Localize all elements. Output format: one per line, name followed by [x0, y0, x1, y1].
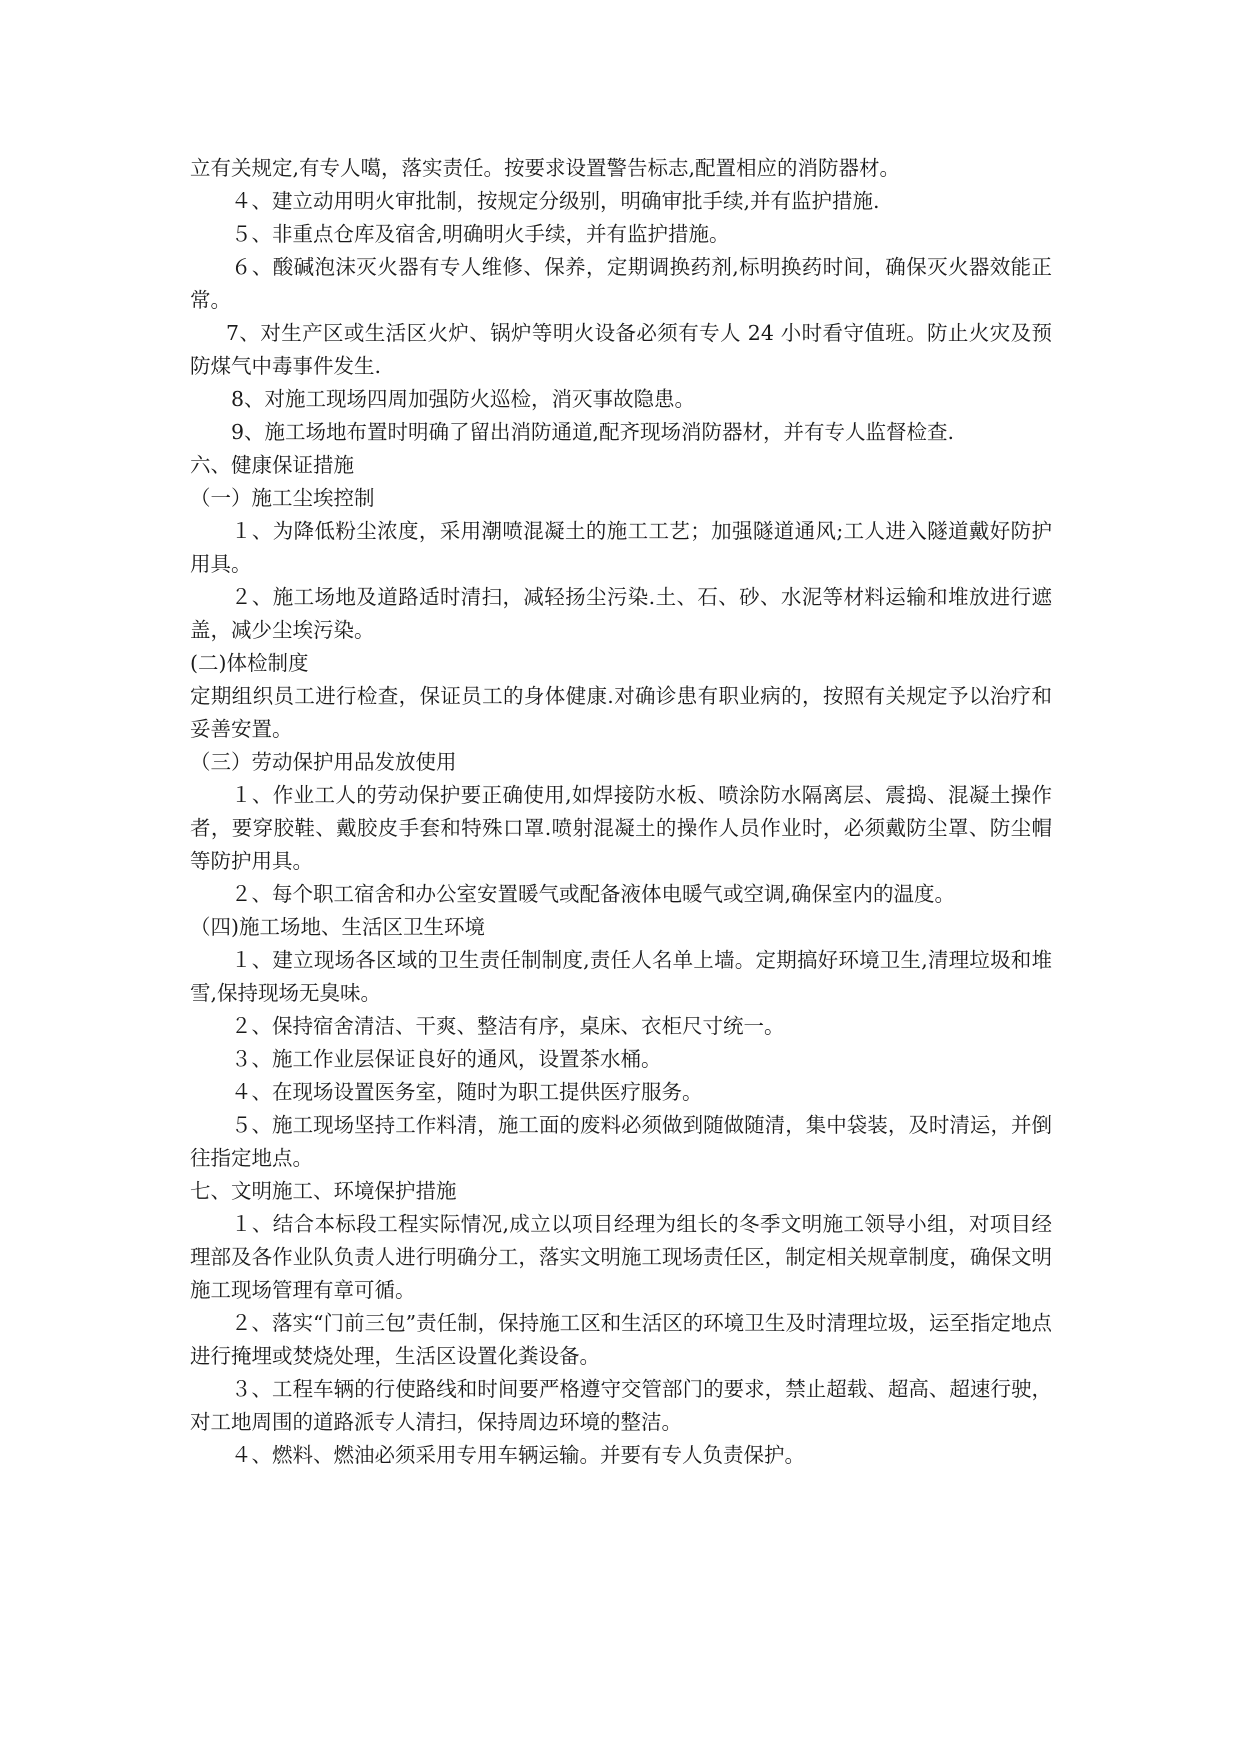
document-page	[190, 152, 1052, 1472]
civil-item-3: ３、工程车辆的行使路线和时间要严格遵守交管部门的要求，禁止超载、超高、超速行驶，对工地周围的道路派专人清扫，保持周边环境的整洁。	[190, 1377, 1052, 1434]
subsection-heading-4: （四)施工场地、生活区卫生环境	[190, 915, 485, 939]
hygiene-item-3: ３、施工作业层保证良好的通风，设置茶水桶。	[231, 1047, 662, 1071]
subsection-heading-3: （三）劳动保护用品发放使用	[190, 750, 457, 774]
checkup-paragraph: 定期组织员工进行检查，保证员工的身体健康.对确诊患有职业病的，按照有关规定予以治疗和妥善安置。	[190, 684, 1052, 741]
civil-item-2: ２、落实“门前三包”责任制，保持施工区和生活区的环境卫生及时清理垃圾，运至指定地点进行掩埋或焚烧处理，生活区设置化粪设备。	[190, 1311, 1052, 1368]
fire-item-7: 7、对生产区或生活区火炉、锅炉等明火设备必须有专人 24 小时看守值班。防止火灾及预防煤气中毒事件发生.	[190, 321, 1052, 378]
hygiene-item-4: ４、在现场设置医务室，随时为职工提供医疗服务。	[231, 1080, 703, 1104]
paragraph-continuation: 立有关规定,有专人噶，落实责任。按要求设置警告标志,配置相应的消防器材。	[190, 156, 901, 180]
fire-item-9: 9、施工场地布置时明确了留出消防通道,配齐现场消防器材，并有专人监督检查.	[231, 420, 955, 444]
subsection-heading-1: （一）施工尘埃控制	[190, 486, 375, 510]
civil-item-4: ４、燃料、燃油必须采用专用车辆运输。并要有专人负责保护。	[231, 1443, 805, 1467]
civil-item-1: １、结合本标段工程实际情况,成立以项目经理为组长的冬季文明施工领导小组，对项目经理部及各作业队负责人进行明确分工，落实文明施工现场责任区，制定相关规章制度，确保文明施工现场管理有章可循。	[190, 1212, 1052, 1302]
dust-item-1: １、为降低粉尘浓度，采用潮喷混凝土的施工工艺；加强隧道通风;工人进入隧道戴好防护用具。	[190, 519, 1052, 576]
hygiene-item-5: ５、施工现场坚持工作料清，施工面的废料必须做到随做随清，集中袋装，及时清运，并倒往指定地点。	[190, 1113, 1052, 1170]
hygiene-item-2: ２、保持宿舍清洁、干爽、整洁有序，桌床、衣柜尺寸统一。	[231, 1014, 785, 1038]
protection-item-2: ２、每个职工宿舍和办公室安置暖气或配备液体电暖气或空调,确保室内的温度。	[231, 882, 956, 906]
fire-item-6: ６、酸碱泡沫灭火器有专人维修、保养，定期调换药剂,标明换药时间，确保灭火器效能正常。	[190, 255, 1052, 312]
fire-item-8: 8、对施工现场四周加强防火巡检，消灭事故隐患。	[231, 387, 696, 411]
subsection-heading-2: (二)体检制度	[190, 651, 309, 675]
hygiene-item-1: １、建立现场各区域的卫生责任制制度,责任人名单上墙。定期搞好环境卫生,清理垃圾和堆雪,保持现场无臭味。	[190, 948, 1052, 1005]
fire-item-4: ４、建立动用明火审批制，按规定分级别，明确审批手续,并有监护措施.	[231, 189, 880, 213]
section-heading-6: 六、健康保证措施	[190, 453, 354, 477]
section-heading-7: 七、文明施工、环境保护措施	[190, 1179, 457, 1203]
dust-item-2: ２、施工场地及道路适时清扫，减轻扬尘污染.土、石、砂、水泥等材料运输和堆放进行遮盖，减少尘埃污染。	[190, 585, 1052, 642]
protection-item-1: １、作业工人的劳动保护要正确使用,如焊接防水板、喷涂防水隔离层、震捣、混凝土操作者，要穿胶鞋、戴胶皮手套和特殊口罩.喷射混凝土的操作人员作业时，必须戴防尘罩、防尘帽等防护用具。	[190, 783, 1052, 873]
fire-item-5: ５、非重点仓库及宿舍,明确明火手续，并有监护措施。	[231, 222, 730, 246]
